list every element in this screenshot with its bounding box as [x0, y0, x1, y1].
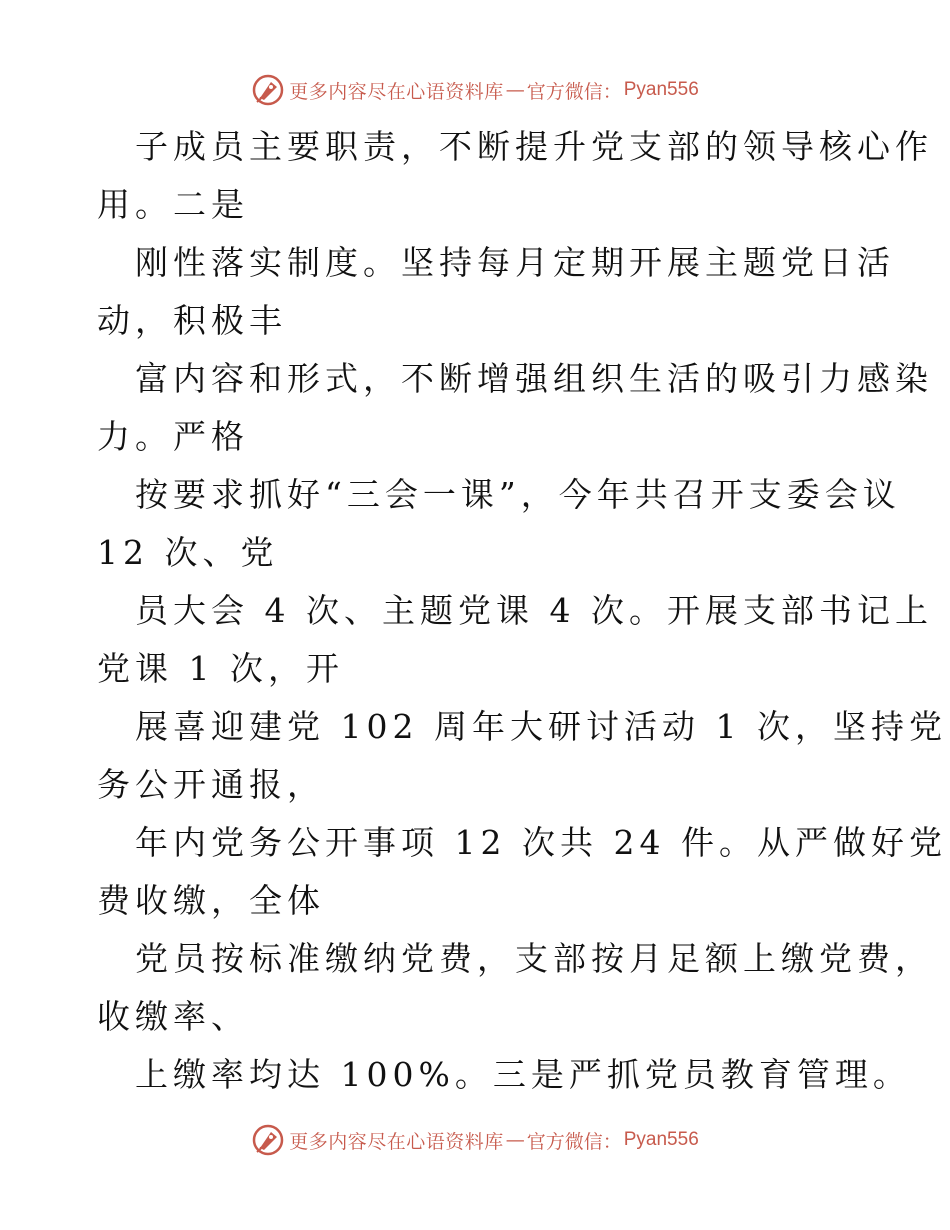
watermark-label: 官方微信：: [526, 80, 622, 103]
watermark-brand: 更多内容尽在心语资料库: [289, 1130, 504, 1153]
text-line: 员大会 4 次、主题党课 4 次。开展支部书记上: [135, 591, 933, 630]
text-line: 党员按标准缴纳党费，支部按月足额上缴党费，: [135, 939, 933, 978]
text-line: 上缴率均达 100%。三是严抓党员教育管理。: [135, 1055, 911, 1094]
text-line: 收缴率、: [97, 997, 249, 1036]
text-line: 12 次、党: [97, 533, 279, 572]
text-line: 务公开通报，: [97, 765, 325, 804]
watermark-wechat-id: Pyan556: [623, 79, 699, 100]
watermark-separator: —: [505, 1129, 525, 1151]
watermark-separator: —: [505, 79, 525, 101]
text-line: 按要求抓好“三会一课”，今年共召开支委会议: [135, 475, 901, 514]
header-watermark: [0, 70, 950, 110]
text-line: 年内党务公开事项 12 次共 24 件。从严做好党: [135, 823, 947, 862]
text-line: 展喜迎建党 102 周年大研讨活动 1 次，坚持党: [135, 707, 947, 746]
pen-nib-logo-icon: [251, 73, 285, 107]
text-line: 子成员主要职责，不断提升党支部的领导核心作: [135, 127, 933, 166]
text-line: 党课 1 次，开: [97, 649, 344, 688]
text-line: 动，积极丰: [97, 301, 287, 340]
text-line: 力。严格: [97, 417, 249, 456]
watermark-brand: 更多内容尽在心语资料库: [289, 80, 504, 103]
text-line: 费收缴，全体: [97, 881, 325, 920]
text-line: 用。二是: [97, 185, 249, 224]
pen-nib-logo-icon: [251, 1123, 285, 1157]
watermark-wechat-id: Pyan556: [623, 1129, 699, 1150]
text-line: 富内容和形式，不断增强组织生活的吸引力感染: [135, 359, 933, 398]
footer-watermark: [0, 1120, 950, 1160]
watermark-label: 官方微信：: [526, 1130, 622, 1153]
text-line: 刚性落实制度。坚持每月定期开展主题党日活: [135, 243, 895, 282]
